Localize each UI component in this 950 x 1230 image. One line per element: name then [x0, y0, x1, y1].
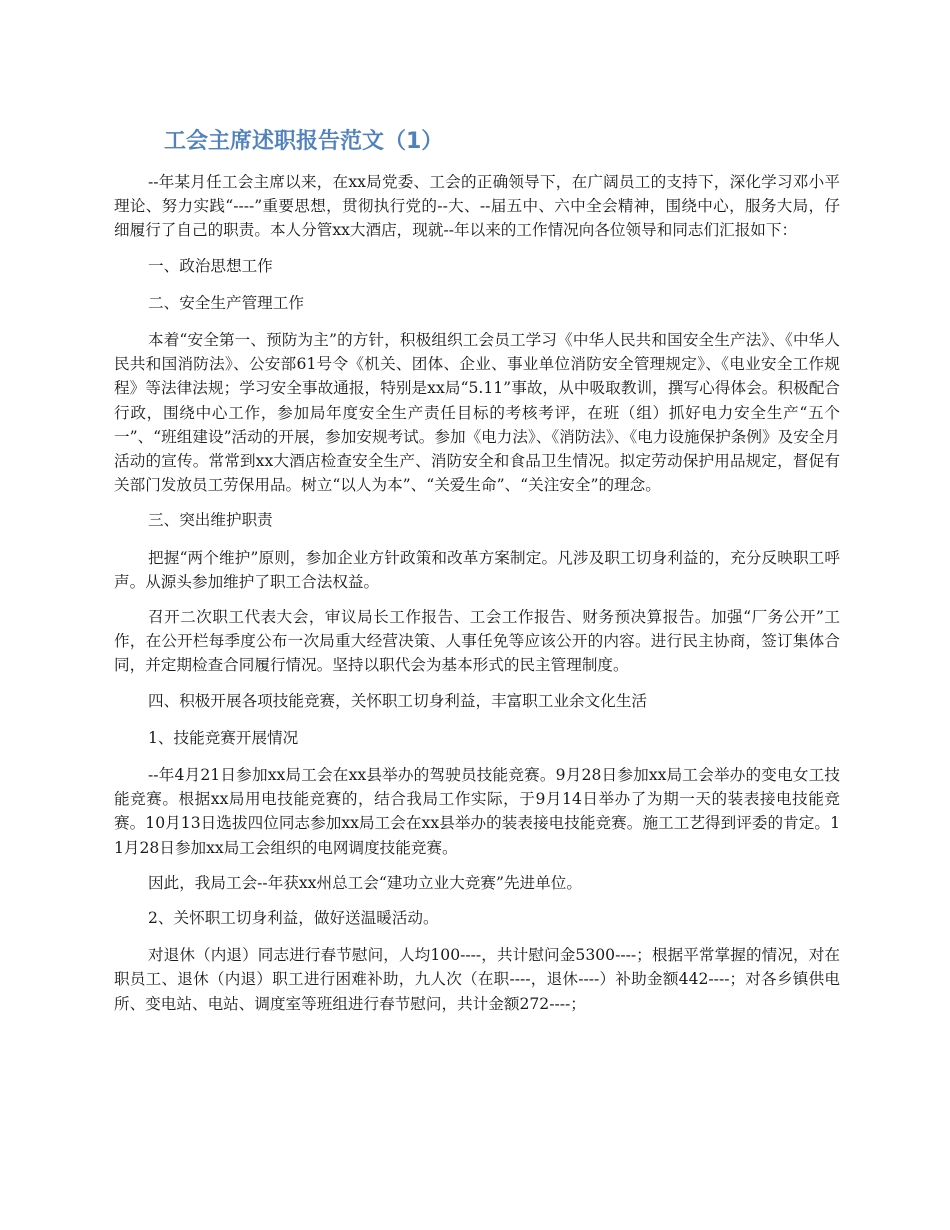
paragraph-skills: --年4月21日参加xx局工会在xx县举办的驾驶员技能竞赛。9月28日参加xx局工会举办的变电女工技能竞赛。根据xx局用电技能竞赛的，结合我局工作实际，于9月14日举办了为期一天的装表接电技能竞赛。10月13日选拔四位同志参加xx局工会在xx县举办的装表接电技能竞赛。施工工艺得到评委的肯定。11月28日参加xx局工会组织的电网调度技能竞赛。: [114, 766, 840, 857]
paragraph-care: 对退休（内退）同志进行春节慰问，人均100----，共计慰问金5300----；根据平常掌握的情况，对在职员工、退休（内退）职工进行困难补助，九人次（在职----，退休----）补助金额442----；对各乡镇供电所、变电站、电站、调度室等班组进行春节慰问，共计金额272----；: [114, 946, 840, 1013]
paragraph-intro: --年某月任工会主席以来，在xx局党委、工会的正确领导下，在广阔员工的支持下，深化学习邓小平理论、努力实践“----”重要思想，贯彻执行党的--大、--届五中、六中全会精神，围绕中心，服务大局，仔细履行了自己的职责。本人分管xx大酒店，现就--年以来的工作情况向各位领导和同志们汇报如下：: [114, 173, 840, 240]
section-heading-safety: 二、安全生产管理工作: [148, 293, 304, 312]
subsection-heading-skills: 1、技能竞赛开展情况: [148, 728, 299, 747]
paragraph-award: 因此，我局工会--年获xx州总工会“建功立业大竞赛”先进单位。: [148, 873, 582, 892]
document-body: [114, 170, 840, 1027]
paragraph-congress: 召开二次职工代表大会，审议局长工作报告、工会工作报告、财务预决算报告。加强“厂务公开”工作，在公开栏每季度公布一次局重大经营决策、人事任免等应该公开的内容。进行民主协商，签订集体合同，并定期检查合同履行情况。坚持以职代会为基本形式的民主管理制度。: [114, 608, 840, 675]
section-heading-political: 一、政治思想工作: [148, 256, 273, 275]
subsection-heading-care: 2、关怀职工切身利益，做好送温暖活动。: [148, 909, 439, 928]
document-title: 工会主席述职报告范文（1）: [164, 129, 444, 154]
paragraph-safety: 本着“安全第一、预防为主”的方针，积极组织工会员工学习《中华人民共和国安全生产法》、《中华人民共和国消防法》、公安部61号令《机关、团体、企业、事业单位消防安全管理规定》、《电业安全工作规程》等法律法规；学习安全事故通报，特别是xx局“5.11”事故，从中吸取教训，撰写心得体会。积极配合行政，围绕中心工作，参加局年度安全生产责任目标的考核考评，在班（组）抓好电力安全生产“五个一”、“班组建设”活动的开展，参加安规考试。参加《电力法》、《消防法》、《电力设施保护条例》及安全月活动的宣传。常常到xx大酒店检查安全生产、消防安全和食品卫生情况。拟定劳动保护用品规定，督促有关部门发放员工劳保用品。树立“以人为本”、“关爱生命”、“关注安全”的理念。: [114, 331, 840, 495]
section-heading-competition: 四、积极开展各项技能竞赛，关怀职工切身利益，丰富职工业余文化生活: [148, 691, 648, 710]
paragraph-duty: 把握“两个维护”原则，参加企业方针政策和改革方案制定。凡涉及职工切身利益的，充分反映职工呼声。从源头参加维护了职工合法权益。: [114, 548, 840, 591]
section-heading-duty: 三、突出维护职责: [148, 511, 273, 530]
